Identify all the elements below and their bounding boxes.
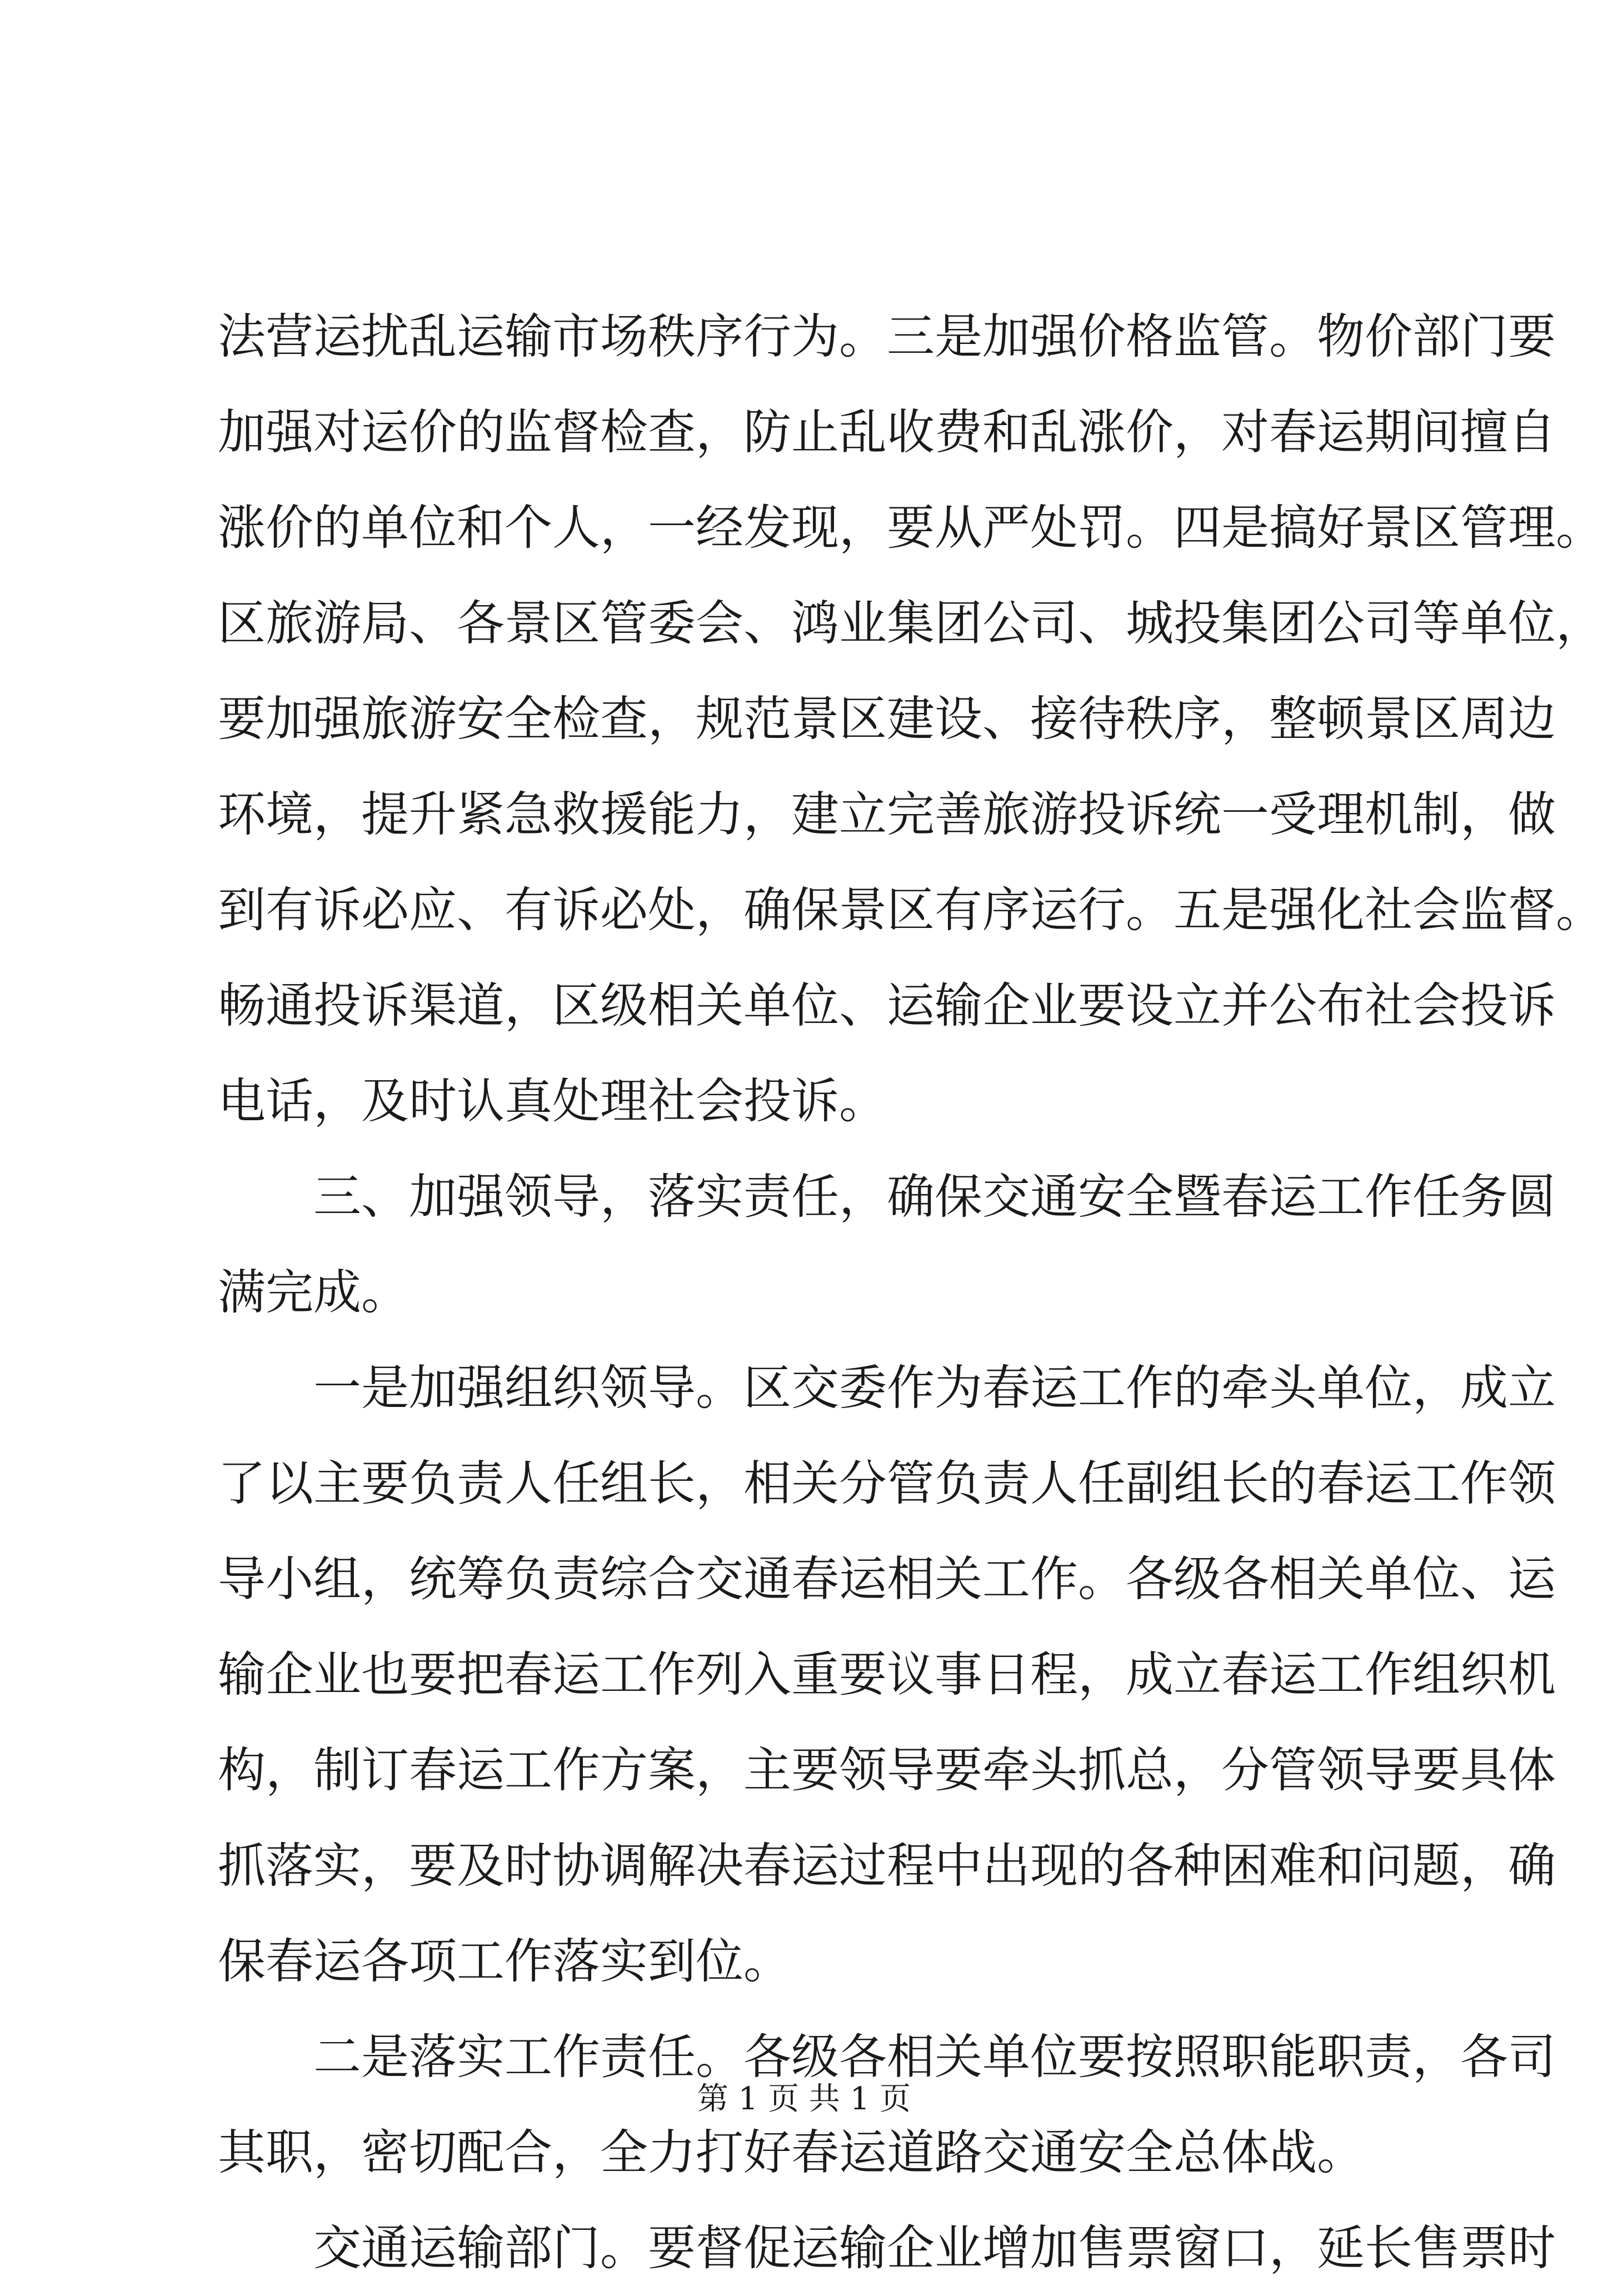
text-line: 二是落实工作责任。各级各相关单位要按照职能职责，各司 <box>313 2029 1556 2085</box>
text-line: 区旅游局、各景区管委会、鸿业集团公司、城投集团公司等单位， <box>218 596 1604 651</box>
text-line: 环境，提升紧急救援能力，建立完善旅游投诉统一受理机制，做 <box>218 787 1556 842</box>
text-line: 畅通投诉渠道，区级相关单位、运输企业要设立并公布社会投诉 <box>218 978 1556 1034</box>
page-number-footer: 第 1 页 共 1 页 <box>697 2081 911 2117</box>
text-line: 交通运输部门。要督促运输企业增加售票窗口，延长售票时 <box>313 2220 1556 2276</box>
document-body <box>218 289 1604 2296</box>
text-line: 要加强旅游安全检查，规范景区建设、接待秩序，整顿景区周边 <box>218 691 1556 747</box>
text-line: 加强对运价的监督检查，防止乱收费和乱涨价，对春运期间擅自 <box>218 405 1556 460</box>
text-line: 法营运扰乱运输市场秩序行为。三是加强价格监管。物价部门要 <box>218 309 1556 365</box>
text-line: 导小组，统筹负责综合交通春运相关工作。各级各相关单位、运 <box>218 1551 1556 1607</box>
text-line: 其职，密切配合，全力打好春运道路交通安全总体战。 <box>218 2125 1365 2180</box>
text-line: 抓落实，要及时协调解决春运过程中出现的各种困难和问题，确 <box>218 1838 1556 1894</box>
text-line: 一是加强组织领导。区交委作为春运工作的牵头单位，成立 <box>313 1360 1556 1416</box>
text-line: 构，制订春运工作方案，主要领导要牵头抓总，分管领导要具体 <box>218 1743 1556 1798</box>
text-line: 电话，及时认真处理社会投诉。 <box>218 1074 887 1129</box>
text-line: 保春运各项工作落实到位。 <box>218 1934 791 1989</box>
section-heading-line: 满完成。 <box>218 1265 409 1320</box>
text-line: 到有诉必应、有诉必处，确保景区有序运行。五是强化社会监督。 <box>218 882 1604 938</box>
text-line: 涨价的单位和个人，一经发现，要从严处罚。四是搞好景区管理。 <box>218 500 1604 556</box>
section-heading-line: 三、加强领导，落实责任，确保交通安全暨春运工作任务圆 <box>313 1169 1556 1225</box>
text-line: 了以主要负责人任组长，相关分管负责人任副组长的春运工作领 <box>218 1456 1556 1511</box>
text-line: 输企业也要把春运工作列入重要议事日程，成立春运工作组织机 <box>218 1647 1556 1703</box>
